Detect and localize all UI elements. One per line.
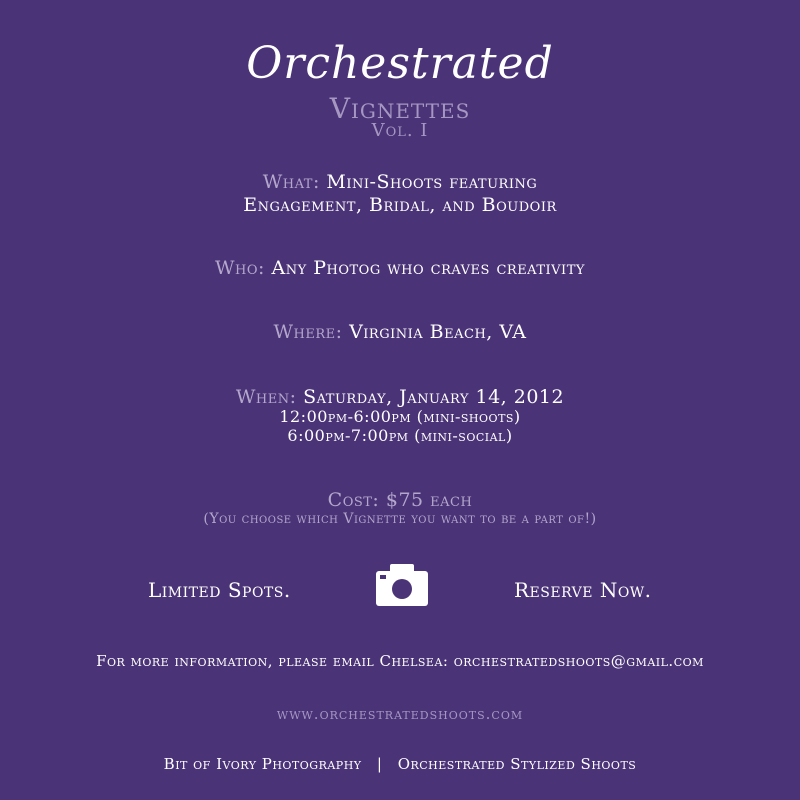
when-line: [0, 386, 800, 408]
what-value-1: Mini-Shoots featuring: [326, 171, 538, 193]
when-time-1: 12:00pm-6:00pm (mini-shoots): [279, 407, 521, 426]
logo-subtitle: Vignettes: [329, 92, 471, 125]
when-label: When:: [235, 386, 297, 408]
footer-separator: |: [376, 755, 383, 773]
logo-volume: Vol. I: [371, 120, 429, 141]
cost-note: (You choose which Vignette you want to be a part of!): [203, 511, 597, 527]
who-value: Any Photog who craves creativity: [271, 257, 585, 279]
website-url: www.orchestratedshoots.com: [276, 705, 524, 723]
contact-email-line: For more information, please email Chelsea: orchestratedshoots@gmail.com: [96, 652, 704, 670]
reserve-now-text: Reserve Now.: [514, 578, 652, 602]
where-label: Where:: [273, 321, 343, 343]
footer-credits: [0, 755, 800, 773]
where-value: Virginia Beach, VA: [349, 321, 527, 343]
when-time-2: 6:00pm-7:00pm (mini-social): [287, 426, 513, 445]
what-label: What:: [262, 171, 320, 193]
what-line-1: [0, 171, 800, 193]
cost-line: Cost: $75 each: [327, 489, 473, 511]
logo-script-title: Orchestrated: [246, 38, 554, 89]
camera-icon: [376, 564, 428, 606]
limited-spots-text: Limited Spots.: [148, 578, 291, 602]
what-value-2: Engagement, Bridal, and Boudoir: [243, 194, 557, 216]
who-label: Who:: [215, 257, 265, 279]
when-date: Saturday, January 14, 2012: [303, 386, 565, 408]
footer-right: Orchestrated Stylized Shoots: [397, 755, 637, 773]
footer-left: Bit of Ivory Photography: [163, 755, 362, 773]
who-line: [0, 257, 800, 279]
where-line: [0, 321, 800, 343]
